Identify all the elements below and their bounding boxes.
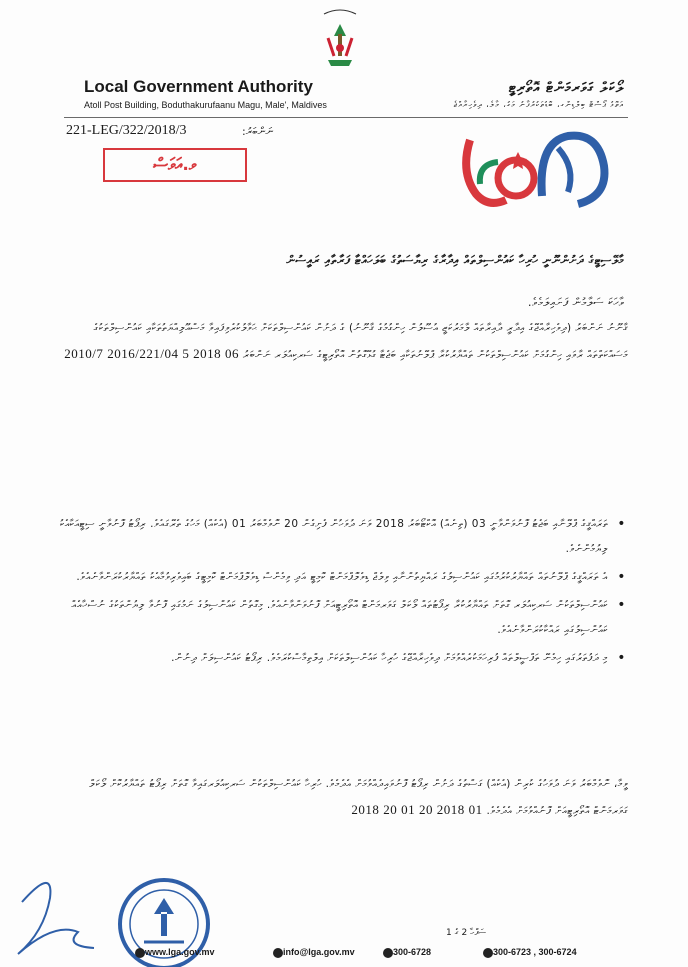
footer-phone-1: 300-6728 [380, 947, 431, 958]
national-emblem-icon [318, 8, 362, 78]
bullet-item: • މި ދަފުތަރުގައި ހިމެނޭ ތަފްޞީލްތައް ފުރިހަމަކުރެއްވުމަށް ދިވެހިރާއްޖޭގެ ހުރިހާ ކައުންސިލްތަކަށް އިލްތިމާސްކުރަމެވެ. ރިޕޯޓު ކައުންސިލަށް ދިނުން. [58, 646, 628, 671]
body-ref-number-2: 2016/221/04 [107, 346, 179, 361]
bullet-item: • އެ ތަރައްޤީގެ ޕްލޭނުތައް ތައްޔާރުކުރުމުގައި ކައުންސިލުގެ ރައްޔިތުންނާއި ވިލެޖް ޑިވެލޮޕްމަންޓް ކޮމިޓީ އަދި ވިމެންސް ޑިވެލޮޕްމަންޓް ކޮމިޓީގެ ބައިވެރިވުމާއެކު ތައްޔާރުކުރަންވާނެއެވެ. [58, 565, 628, 590]
closing-number: 2018 [351, 802, 380, 817]
reference-label: ނަންބަރު: [242, 125, 274, 138]
footer-contacts [132, 947, 632, 963]
closing-number: 20 [383, 802, 398, 817]
closing-text: ވީމާ، ނޮވެމްބަރު ވަނަ ދުވަހުގެ ކުރިން (އެކެއް) ގަސްތުގެ ދަށުން ރިޕޯޓު ފޮނުވައިދެއްވުމަށް އެދެމެވެ. ހުރިހާ ކައުންސިލްތަކުން ސަރކިއުލަރގައިވާ ގޮތަށް ރިޕޯޓު ތައްޔާރުކޮށް ލޯކަލް ގަވަރމަންޓް އޮތޯރިޓީއަށް ފޮނުއްވުމަށް އެދެމެވެ. [89, 778, 628, 817]
org-header-dhivehi [454, 80, 624, 110]
email-icon [273, 948, 283, 958]
org-address-en: Atoll Post Building, Boduthakurufaanu Magu, Male', Maldives [84, 100, 327, 110]
closing-number: 01 [468, 802, 483, 817]
bullet-list [58, 512, 628, 674]
letter-heading: މާލޭސިޓީގެ ދަށުންނޫނީ ހުރިހާ ކައުންސިލްތައް އިދާރާގެ ރިޔާސަތުގެ ބަލަހައްޓާ ފަރާތާއި ރައީސުން [286, 253, 624, 267]
org-name-en: Local Government Authority [84, 77, 313, 96]
closing-number: 20 [418, 802, 433, 817]
page-number: ސަފްހާ 2 ގެ 1 [446, 928, 487, 938]
reference-number: 221-LEG/322/2018/3 [66, 123, 187, 138]
body-number-3: 06 [225, 346, 239, 361]
footer-email[interactable]: info@lga.gov.mv [270, 947, 355, 958]
bullet-item: • ތަރައްޤީގެ ޕްލޭނާއި ބަޖެޓު ފޮނުވަންވާނީ 03 (ތިނެއް) އޮކްޓޯބަރު 2018 ވަނަ ދުވަހުން ފެށިގެން 20 ނޮވެމްބަރު 01 (އެކެއް) މަހުގެ ތެރޭގައެވެ. ރިޕޯޓު ފޮނުވާނީ ސިޓީއަކާއެކު ލިޔުމުންނެވެ. [58, 512, 628, 562]
letter-greeting: ވާހަކަ ސަލާމުން ފަށައިލަމެވެ. [527, 295, 624, 309]
footer-phone-2: 300-6723 , 300-6724 [480, 947, 577, 958]
header-divider [64, 117, 628, 118]
body-number-1: 5 [182, 346, 190, 361]
closing-number: 01 [401, 802, 416, 817]
urgent-stamp: ވ.އަވަސް [103, 148, 247, 182]
org-header-english [84, 77, 327, 110]
body-ref-number: 2010/7 [64, 346, 104, 361]
org-name-dv: ލޯކަލް ގަވަރމަންޓް އޮތޯރިޓީ [508, 80, 624, 96]
body-text: ޤާނޫނު ނަންބަރު (ދިވެހިރާއްޖޭގެ އިދާރީ ދާއިރާތައް ލާމަރުކަޒީ އުސޫލުން ހިންގުމުގެ ޤާނޫނު) ގެ ދަށުން ކައުންސިލްތަކަށް ޙަވާލުކުރެވިފައިވާ މަސްއޫލިއްޔަތުތަކާއި ކައުންސިލްތަކުގެ މަސައްކަތްތައް ރާވައި ހިންގުމަށް ކައުންސިލްތަކުން ތައްޔާރުކުރާ ޕްލޭނުތަކާއި ބަޖެޓާ ގުޅޭގޮތުން އޮތޯރިޓީގެ ސަރކިއުލަރ ނަންބަރު [93, 322, 628, 361]
phone-icon [483, 948, 493, 958]
letter-body-paragraph [58, 316, 628, 368]
globe-icon [135, 948, 145, 958]
phone-icon [383, 948, 393, 958]
anniversary-logo-icon [458, 122, 628, 212]
body-number-2: 2018 [193, 346, 222, 361]
closing-paragraph [58, 772, 628, 824]
org-address-dv: އަތޮޅު ޕޯސްޓް ބިލްޑިންގ، ބޮޑުތަކުރުފާނު މަގު، މާލެ، ދިވެހިރާއްޖެ [453, 100, 624, 109]
footer-website[interactable]: www.lga.gov.mv [132, 947, 215, 958]
bullet-item: • ކައުންސިލްތަކުން ސަރކިއުލަރ ގޮތަށް ތައްޔާރުކުރާ ރިޕޯޓުތައް ލޯކަލް ގަވަރމަންޓް އޮތޯރިޓީއަށް ފޮނުވަންވާނެއެވެ. މިގޮތުން ކައުންސިލުގެ ނަމުގައި ފޮނުވާ ލިޔުންތަކުގެ ނުސްޚާއެއް ކައުންސިލުގައި ރައްކާކުރަންވާނެއެވެ. [58, 593, 628, 643]
closing-number: 2018 [436, 802, 465, 817]
